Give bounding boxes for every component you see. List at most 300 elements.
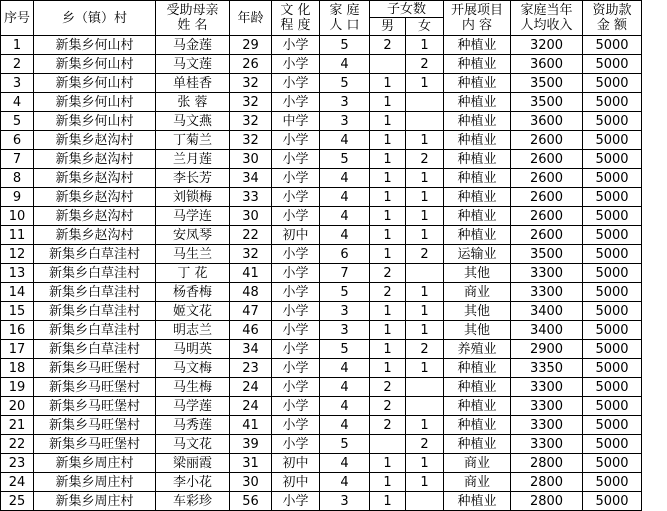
cell-boys: 2 bbox=[370, 264, 406, 283]
cell-family-size: 4 bbox=[320, 359, 370, 378]
header-village: 乡（镇）村 bbox=[34, 1, 156, 36]
cell-village: 新集乡赵沟村 bbox=[34, 169, 156, 188]
header-amount bbox=[583, 1, 642, 36]
cell-amount: 5000 bbox=[583, 416, 642, 435]
cell-age: 23 bbox=[230, 359, 272, 378]
cell-education: 小学 bbox=[272, 283, 320, 302]
cell-village: 新集乡何山村 bbox=[34, 93, 156, 112]
cell-mother-name: 马学莲 bbox=[156, 397, 230, 416]
table-row bbox=[1, 169, 642, 188]
table-row bbox=[1, 207, 642, 226]
cell-amount: 5000 bbox=[583, 188, 642, 207]
cell-family-size: 4 bbox=[320, 454, 370, 473]
cell-village: 新集乡赵沟村 bbox=[34, 150, 156, 169]
cell-girls: 2 bbox=[406, 340, 444, 359]
cell-education: 小学 bbox=[272, 492, 320, 511]
cell-income: 3350 bbox=[511, 359, 583, 378]
cell-amount: 5000 bbox=[583, 435, 642, 454]
cell-boys: 1 bbox=[370, 93, 406, 112]
cell-income: 3300 bbox=[511, 416, 583, 435]
cell-age: 32 bbox=[230, 112, 272, 131]
cell-village: 新集乡白草洼村 bbox=[34, 264, 156, 283]
cell-seq: 19 bbox=[1, 378, 34, 397]
cell-income: 3500 bbox=[511, 74, 583, 93]
cell-seq: 3 bbox=[1, 74, 34, 93]
cell-project: 商业 bbox=[444, 454, 511, 473]
cell-mother-name: 刘锁梅 bbox=[156, 188, 230, 207]
cell-amount: 5000 bbox=[583, 245, 642, 264]
table-row bbox=[1, 435, 642, 454]
cell-amount: 5000 bbox=[583, 226, 642, 245]
table-row bbox=[1, 416, 642, 435]
cell-girls: 1 bbox=[406, 36, 444, 55]
cell-amount: 5000 bbox=[583, 36, 642, 55]
cell-amount: 5000 bbox=[583, 321, 642, 340]
cell-seq: 5 bbox=[1, 112, 34, 131]
cell-income: 3500 bbox=[511, 245, 583, 264]
cell-income: 3300 bbox=[511, 283, 583, 302]
cell-mother-name: 兰月莲 bbox=[156, 150, 230, 169]
cell-mother-name: 车彩珍 bbox=[156, 492, 230, 511]
cell-project: 种植业 bbox=[444, 359, 511, 378]
cell-family-size: 7 bbox=[320, 264, 370, 283]
cell-family-size: 4 bbox=[320, 378, 370, 397]
cell-family-size: 4 bbox=[320, 416, 370, 435]
cell-family-size: 3 bbox=[320, 93, 370, 112]
cell-village: 新集乡何山村 bbox=[34, 55, 156, 74]
header-family-size bbox=[320, 1, 370, 36]
cell-amount: 5000 bbox=[583, 112, 642, 131]
cell-seq: 14 bbox=[1, 283, 34, 302]
cell-girls bbox=[406, 397, 444, 416]
cell-income: 2900 bbox=[511, 340, 583, 359]
cell-education: 小学 bbox=[272, 340, 320, 359]
cell-education: 小学 bbox=[272, 36, 320, 55]
table-row bbox=[1, 321, 642, 340]
cell-seq: 10 bbox=[1, 207, 34, 226]
cell-project: 种植业 bbox=[444, 492, 511, 511]
cell-mother-name: 马文梅 bbox=[156, 359, 230, 378]
cell-mother-name: 明志兰 bbox=[156, 321, 230, 340]
cell-age: 39 bbox=[230, 435, 272, 454]
cell-mother-name: 张 蓉 bbox=[156, 93, 230, 112]
header-income-line2: 人均收入 bbox=[520, 18, 573, 33]
cell-seq: 21 bbox=[1, 416, 34, 435]
cell-family-size: 4 bbox=[320, 131, 370, 150]
cell-boys: 1 bbox=[370, 492, 406, 511]
cell-village: 新集乡白草洼村 bbox=[34, 283, 156, 302]
cell-income: 3400 bbox=[511, 321, 583, 340]
cell-income: 3400 bbox=[511, 302, 583, 321]
header-mother-name-line1: 受助母亲 bbox=[166, 3, 219, 18]
cell-mother-name: 李长芳 bbox=[156, 169, 230, 188]
cell-education: 小学 bbox=[272, 131, 320, 150]
cell-income: 3300 bbox=[511, 397, 583, 416]
cell-girls: 1 bbox=[406, 416, 444, 435]
header-seq: 序号 bbox=[1, 1, 34, 36]
cell-family-size: 4 bbox=[320, 188, 370, 207]
cell-girls: 1 bbox=[406, 283, 444, 302]
cell-family-size: 5 bbox=[320, 340, 370, 359]
cell-girls: 1 bbox=[406, 302, 444, 321]
table-row bbox=[1, 245, 642, 264]
table-row bbox=[1, 131, 642, 150]
cell-seq: 16 bbox=[1, 321, 34, 340]
cell-village: 新集乡何山村 bbox=[34, 36, 156, 55]
cell-boys: 2 bbox=[370, 283, 406, 302]
cell-family-size: 4 bbox=[320, 473, 370, 492]
cell-village: 新集乡赵沟村 bbox=[34, 131, 156, 150]
cell-project: 商业 bbox=[444, 283, 511, 302]
cell-project: 种植业 bbox=[444, 150, 511, 169]
cell-family-size: 5 bbox=[320, 36, 370, 55]
table-row bbox=[1, 378, 642, 397]
cell-family-size: 4 bbox=[320, 55, 370, 74]
cell-seq: 4 bbox=[1, 93, 34, 112]
header-project-line1: 开展项目 bbox=[450, 3, 503, 18]
cell-village: 新集乡白草洼村 bbox=[34, 321, 156, 340]
cell-seq: 25 bbox=[1, 492, 34, 511]
cell-age: 32 bbox=[230, 131, 272, 150]
header-age: 年龄 bbox=[230, 1, 272, 36]
cell-family-size: 3 bbox=[320, 112, 370, 131]
cell-village: 新集乡白草洼村 bbox=[34, 245, 156, 264]
cell-seq: 13 bbox=[1, 264, 34, 283]
cell-seq: 17 bbox=[1, 340, 34, 359]
cell-boys: 1 bbox=[370, 245, 406, 264]
cell-boys: 1 bbox=[370, 169, 406, 188]
cell-mother-name: 马秀莲 bbox=[156, 416, 230, 435]
cell-seq: 12 bbox=[1, 245, 34, 264]
cell-age: 33 bbox=[230, 188, 272, 207]
cell-girls bbox=[406, 112, 444, 131]
cell-age: 46 bbox=[230, 321, 272, 340]
cell-education: 小学 bbox=[272, 416, 320, 435]
cell-age: 30 bbox=[230, 150, 272, 169]
cell-amount: 5000 bbox=[583, 169, 642, 188]
cell-project: 种植业 bbox=[444, 74, 511, 93]
cell-mother-name: 丁 花 bbox=[156, 264, 230, 283]
table-row bbox=[1, 150, 642, 169]
cell-girls bbox=[406, 93, 444, 112]
cell-mother-name: 杨香梅 bbox=[156, 283, 230, 302]
cell-amount: 5000 bbox=[583, 302, 642, 321]
cell-income: 2600 bbox=[511, 169, 583, 188]
cell-education: 小学 bbox=[272, 359, 320, 378]
cell-amount: 5000 bbox=[583, 359, 642, 378]
cell-education: 初中 bbox=[272, 473, 320, 492]
cell-amount: 5000 bbox=[583, 473, 642, 492]
cell-seq: 15 bbox=[1, 302, 34, 321]
cell-seq: 6 bbox=[1, 131, 34, 150]
cell-age: 41 bbox=[230, 264, 272, 283]
table-row bbox=[1, 397, 642, 416]
cell-family-size: 4 bbox=[320, 207, 370, 226]
cell-age: 41 bbox=[230, 416, 272, 435]
cell-mother-name: 马文莲 bbox=[156, 55, 230, 74]
cell-family-size: 5 bbox=[320, 74, 370, 93]
header-mother-name bbox=[156, 1, 230, 36]
cell-age: 47 bbox=[230, 302, 272, 321]
cell-age: 32 bbox=[230, 74, 272, 93]
cell-amount: 5000 bbox=[583, 55, 642, 74]
cell-education: 小学 bbox=[272, 264, 320, 283]
cell-family-size: 3 bbox=[320, 302, 370, 321]
cell-age: 26 bbox=[230, 55, 272, 74]
cell-education: 初中 bbox=[272, 454, 320, 473]
table-row bbox=[1, 492, 642, 511]
cell-boys: 1 bbox=[370, 150, 406, 169]
cell-income: 2600 bbox=[511, 150, 583, 169]
cell-age: 48 bbox=[230, 283, 272, 302]
table-row bbox=[1, 55, 642, 74]
cell-mother-name: 马明英 bbox=[156, 340, 230, 359]
cell-project: 种植业 bbox=[444, 435, 511, 454]
cell-boys bbox=[370, 435, 406, 454]
cell-mother-name: 马文燕 bbox=[156, 112, 230, 131]
cell-seq: 7 bbox=[1, 150, 34, 169]
cell-village: 新集乡马旺堡村 bbox=[34, 435, 156, 454]
cell-age: 24 bbox=[230, 397, 272, 416]
cell-education: 小学 bbox=[272, 302, 320, 321]
cell-boys: 1 bbox=[370, 454, 406, 473]
cell-mother-name: 梁丽霞 bbox=[156, 454, 230, 473]
cell-project: 种植业 bbox=[444, 55, 511, 74]
cell-age: 34 bbox=[230, 169, 272, 188]
cell-education: 小学 bbox=[272, 55, 320, 74]
cell-village: 新集乡何山村 bbox=[34, 74, 156, 93]
cell-boys: 1 bbox=[370, 359, 406, 378]
cell-mother-name: 马金莲 bbox=[156, 36, 230, 55]
cell-education: 小学 bbox=[272, 207, 320, 226]
cell-education: 小学 bbox=[272, 378, 320, 397]
cell-age: 34 bbox=[230, 340, 272, 359]
cell-project: 种植业 bbox=[444, 93, 511, 112]
cell-mother-name: 姬文花 bbox=[156, 302, 230, 321]
cell-mother-name: 安凤琴 bbox=[156, 226, 230, 245]
header-project bbox=[444, 1, 511, 36]
cell-income: 2600 bbox=[511, 188, 583, 207]
cell-age: 30 bbox=[230, 207, 272, 226]
header-family-size-line1: 家 庭 bbox=[329, 3, 360, 18]
cell-amount: 5000 bbox=[583, 207, 642, 226]
cell-boys: 1 bbox=[370, 473, 406, 492]
cell-village: 新集乡赵沟村 bbox=[34, 207, 156, 226]
cell-family-size: 3 bbox=[320, 321, 370, 340]
cell-girls: 2 bbox=[406, 435, 444, 454]
cell-education: 小学 bbox=[272, 188, 320, 207]
cell-seq: 1 bbox=[1, 36, 34, 55]
cell-boys: 1 bbox=[370, 321, 406, 340]
cell-mother-name: 丁菊兰 bbox=[156, 131, 230, 150]
header-boys: 男 bbox=[370, 18, 406, 36]
cell-girls: 1 bbox=[406, 321, 444, 340]
cell-age: 32 bbox=[230, 93, 272, 112]
cell-education: 小学 bbox=[272, 74, 320, 93]
cell-mother-name: 马生梅 bbox=[156, 378, 230, 397]
header-education bbox=[272, 1, 320, 36]
cell-family-size: 3 bbox=[320, 492, 370, 511]
table-row bbox=[1, 74, 642, 93]
cell-income: 3600 bbox=[511, 112, 583, 131]
header-girls: 女 bbox=[406, 18, 444, 36]
cell-age: 31 bbox=[230, 454, 272, 473]
header-income bbox=[511, 1, 583, 36]
cell-seq: 20 bbox=[1, 397, 34, 416]
table-row bbox=[1, 283, 642, 302]
cell-boys: 1 bbox=[370, 340, 406, 359]
cell-seq: 22 bbox=[1, 435, 34, 454]
cell-village: 新集乡周庄村 bbox=[34, 473, 156, 492]
cell-project: 种植业 bbox=[444, 131, 511, 150]
cell-education: 小学 bbox=[272, 321, 320, 340]
cell-village: 新集乡赵沟村 bbox=[34, 226, 156, 245]
cell-girls: 1 bbox=[406, 226, 444, 245]
cell-amount: 5000 bbox=[583, 454, 642, 473]
cell-mother-name: 单桂香 bbox=[156, 74, 230, 93]
cell-boys: 1 bbox=[370, 74, 406, 93]
table-row bbox=[1, 226, 642, 245]
cell-income: 3600 bbox=[511, 55, 583, 74]
cell-girls bbox=[406, 264, 444, 283]
cell-project: 种植业 bbox=[444, 397, 511, 416]
table-row bbox=[1, 188, 642, 207]
cell-project: 其他 bbox=[444, 264, 511, 283]
cell-boys bbox=[370, 55, 406, 74]
cell-income: 3300 bbox=[511, 435, 583, 454]
cell-age: 24 bbox=[230, 378, 272, 397]
header-project-line2: 内 容 bbox=[461, 18, 493, 33]
table-row bbox=[1, 36, 642, 55]
cell-family-size: 4 bbox=[320, 397, 370, 416]
cell-girls: 1 bbox=[406, 359, 444, 378]
cell-project: 其他 bbox=[444, 321, 511, 340]
cell-family-size: 5 bbox=[320, 435, 370, 454]
cell-boys: 1 bbox=[370, 207, 406, 226]
cell-family-size: 5 bbox=[320, 150, 370, 169]
header-income-line1: 家庭当年 bbox=[520, 3, 573, 18]
cell-education: 中学 bbox=[272, 112, 320, 131]
cell-seq: 18 bbox=[1, 359, 34, 378]
cell-income: 2600 bbox=[511, 131, 583, 150]
table-body bbox=[1, 36, 642, 511]
table-row bbox=[1, 302, 642, 321]
cell-boys: 2 bbox=[370, 36, 406, 55]
cell-boys: 1 bbox=[370, 226, 406, 245]
header-children: 子女数 bbox=[370, 1, 444, 18]
cell-education: 小学 bbox=[272, 245, 320, 264]
cell-income: 3200 bbox=[511, 36, 583, 55]
cell-mother-name: 马文花 bbox=[156, 435, 230, 454]
cell-boys: 1 bbox=[370, 112, 406, 131]
cell-project: 种植业 bbox=[444, 169, 511, 188]
cell-amount: 5000 bbox=[583, 74, 642, 93]
cell-income: 2800 bbox=[511, 492, 583, 511]
cell-education: 小学 bbox=[272, 93, 320, 112]
cell-education: 小学 bbox=[272, 169, 320, 188]
cell-age: 30 bbox=[230, 473, 272, 492]
cell-seq: 23 bbox=[1, 454, 34, 473]
cell-girls: 1 bbox=[406, 454, 444, 473]
cell-girls: 1 bbox=[406, 473, 444, 492]
cell-amount: 5000 bbox=[583, 150, 642, 169]
cell-education: 初中 bbox=[272, 226, 320, 245]
cell-mother-name: 马生兰 bbox=[156, 245, 230, 264]
table-row bbox=[1, 112, 642, 131]
cell-income: 3300 bbox=[511, 264, 583, 283]
cell-boys: 1 bbox=[370, 188, 406, 207]
cell-seq: 24 bbox=[1, 473, 34, 492]
cell-income: 3500 bbox=[511, 93, 583, 112]
cell-project: 种植业 bbox=[444, 207, 511, 226]
cell-seq: 8 bbox=[1, 169, 34, 188]
table-row bbox=[1, 473, 642, 492]
cell-mother-name: 李小花 bbox=[156, 473, 230, 492]
cell-village: 新集乡周庄村 bbox=[34, 454, 156, 473]
cell-amount: 5000 bbox=[583, 378, 642, 397]
cell-age: 56 bbox=[230, 492, 272, 511]
cell-project: 运输业 bbox=[444, 245, 511, 264]
cell-family-size: 5 bbox=[320, 283, 370, 302]
cell-income: 2800 bbox=[511, 473, 583, 492]
cell-village: 新集乡马旺堡村 bbox=[34, 397, 156, 416]
cell-girls: 1 bbox=[406, 131, 444, 150]
cell-amount: 5000 bbox=[583, 492, 642, 511]
cell-girls: 1 bbox=[406, 169, 444, 188]
header-mother-name-line2: 姓 名 bbox=[177, 18, 208, 33]
cell-amount: 5000 bbox=[583, 264, 642, 283]
cell-amount: 5000 bbox=[583, 93, 642, 112]
cell-income: 2800 bbox=[511, 454, 583, 473]
cell-project: 养殖业 bbox=[444, 340, 511, 359]
cell-age: 32 bbox=[230, 245, 272, 264]
cell-seq: 9 bbox=[1, 188, 34, 207]
cell-project: 种植业 bbox=[444, 378, 511, 397]
cell-amount: 5000 bbox=[583, 397, 642, 416]
cell-age: 29 bbox=[230, 36, 272, 55]
cell-income: 2600 bbox=[511, 226, 583, 245]
cell-girls: 2 bbox=[406, 55, 444, 74]
cell-seq: 2 bbox=[1, 55, 34, 74]
cell-education: 小学 bbox=[272, 150, 320, 169]
cell-family-size: 4 bbox=[320, 226, 370, 245]
cell-project: 商业 bbox=[444, 473, 511, 492]
cell-income: 3300 bbox=[511, 378, 583, 397]
cell-boys: 1 bbox=[370, 302, 406, 321]
header-family-size-line2: 人 口 bbox=[329, 18, 360, 33]
cell-project: 种植业 bbox=[444, 112, 511, 131]
cell-village: 新集乡赵沟村 bbox=[34, 188, 156, 207]
cell-education: 小学 bbox=[272, 435, 320, 454]
table-row bbox=[1, 264, 642, 283]
cell-family-size: 6 bbox=[320, 245, 370, 264]
cell-girls: 2 bbox=[406, 245, 444, 264]
cell-girls: 1 bbox=[406, 74, 444, 93]
cell-village: 新集乡马旺堡村 bbox=[34, 359, 156, 378]
cell-amount: 5000 bbox=[583, 131, 642, 150]
cell-project: 种植业 bbox=[444, 36, 511, 55]
table-row bbox=[1, 93, 642, 112]
cell-income: 2600 bbox=[511, 207, 583, 226]
cell-girls: 2 bbox=[406, 150, 444, 169]
cell-family-size: 4 bbox=[320, 169, 370, 188]
cell-age: 22 bbox=[230, 226, 272, 245]
table-row bbox=[1, 340, 642, 359]
cell-village: 新集乡马旺堡村 bbox=[34, 378, 156, 397]
header-education-line2: 程 度 bbox=[280, 18, 311, 33]
cell-seq: 11 bbox=[1, 226, 34, 245]
cell-boys: 1 bbox=[370, 131, 406, 150]
